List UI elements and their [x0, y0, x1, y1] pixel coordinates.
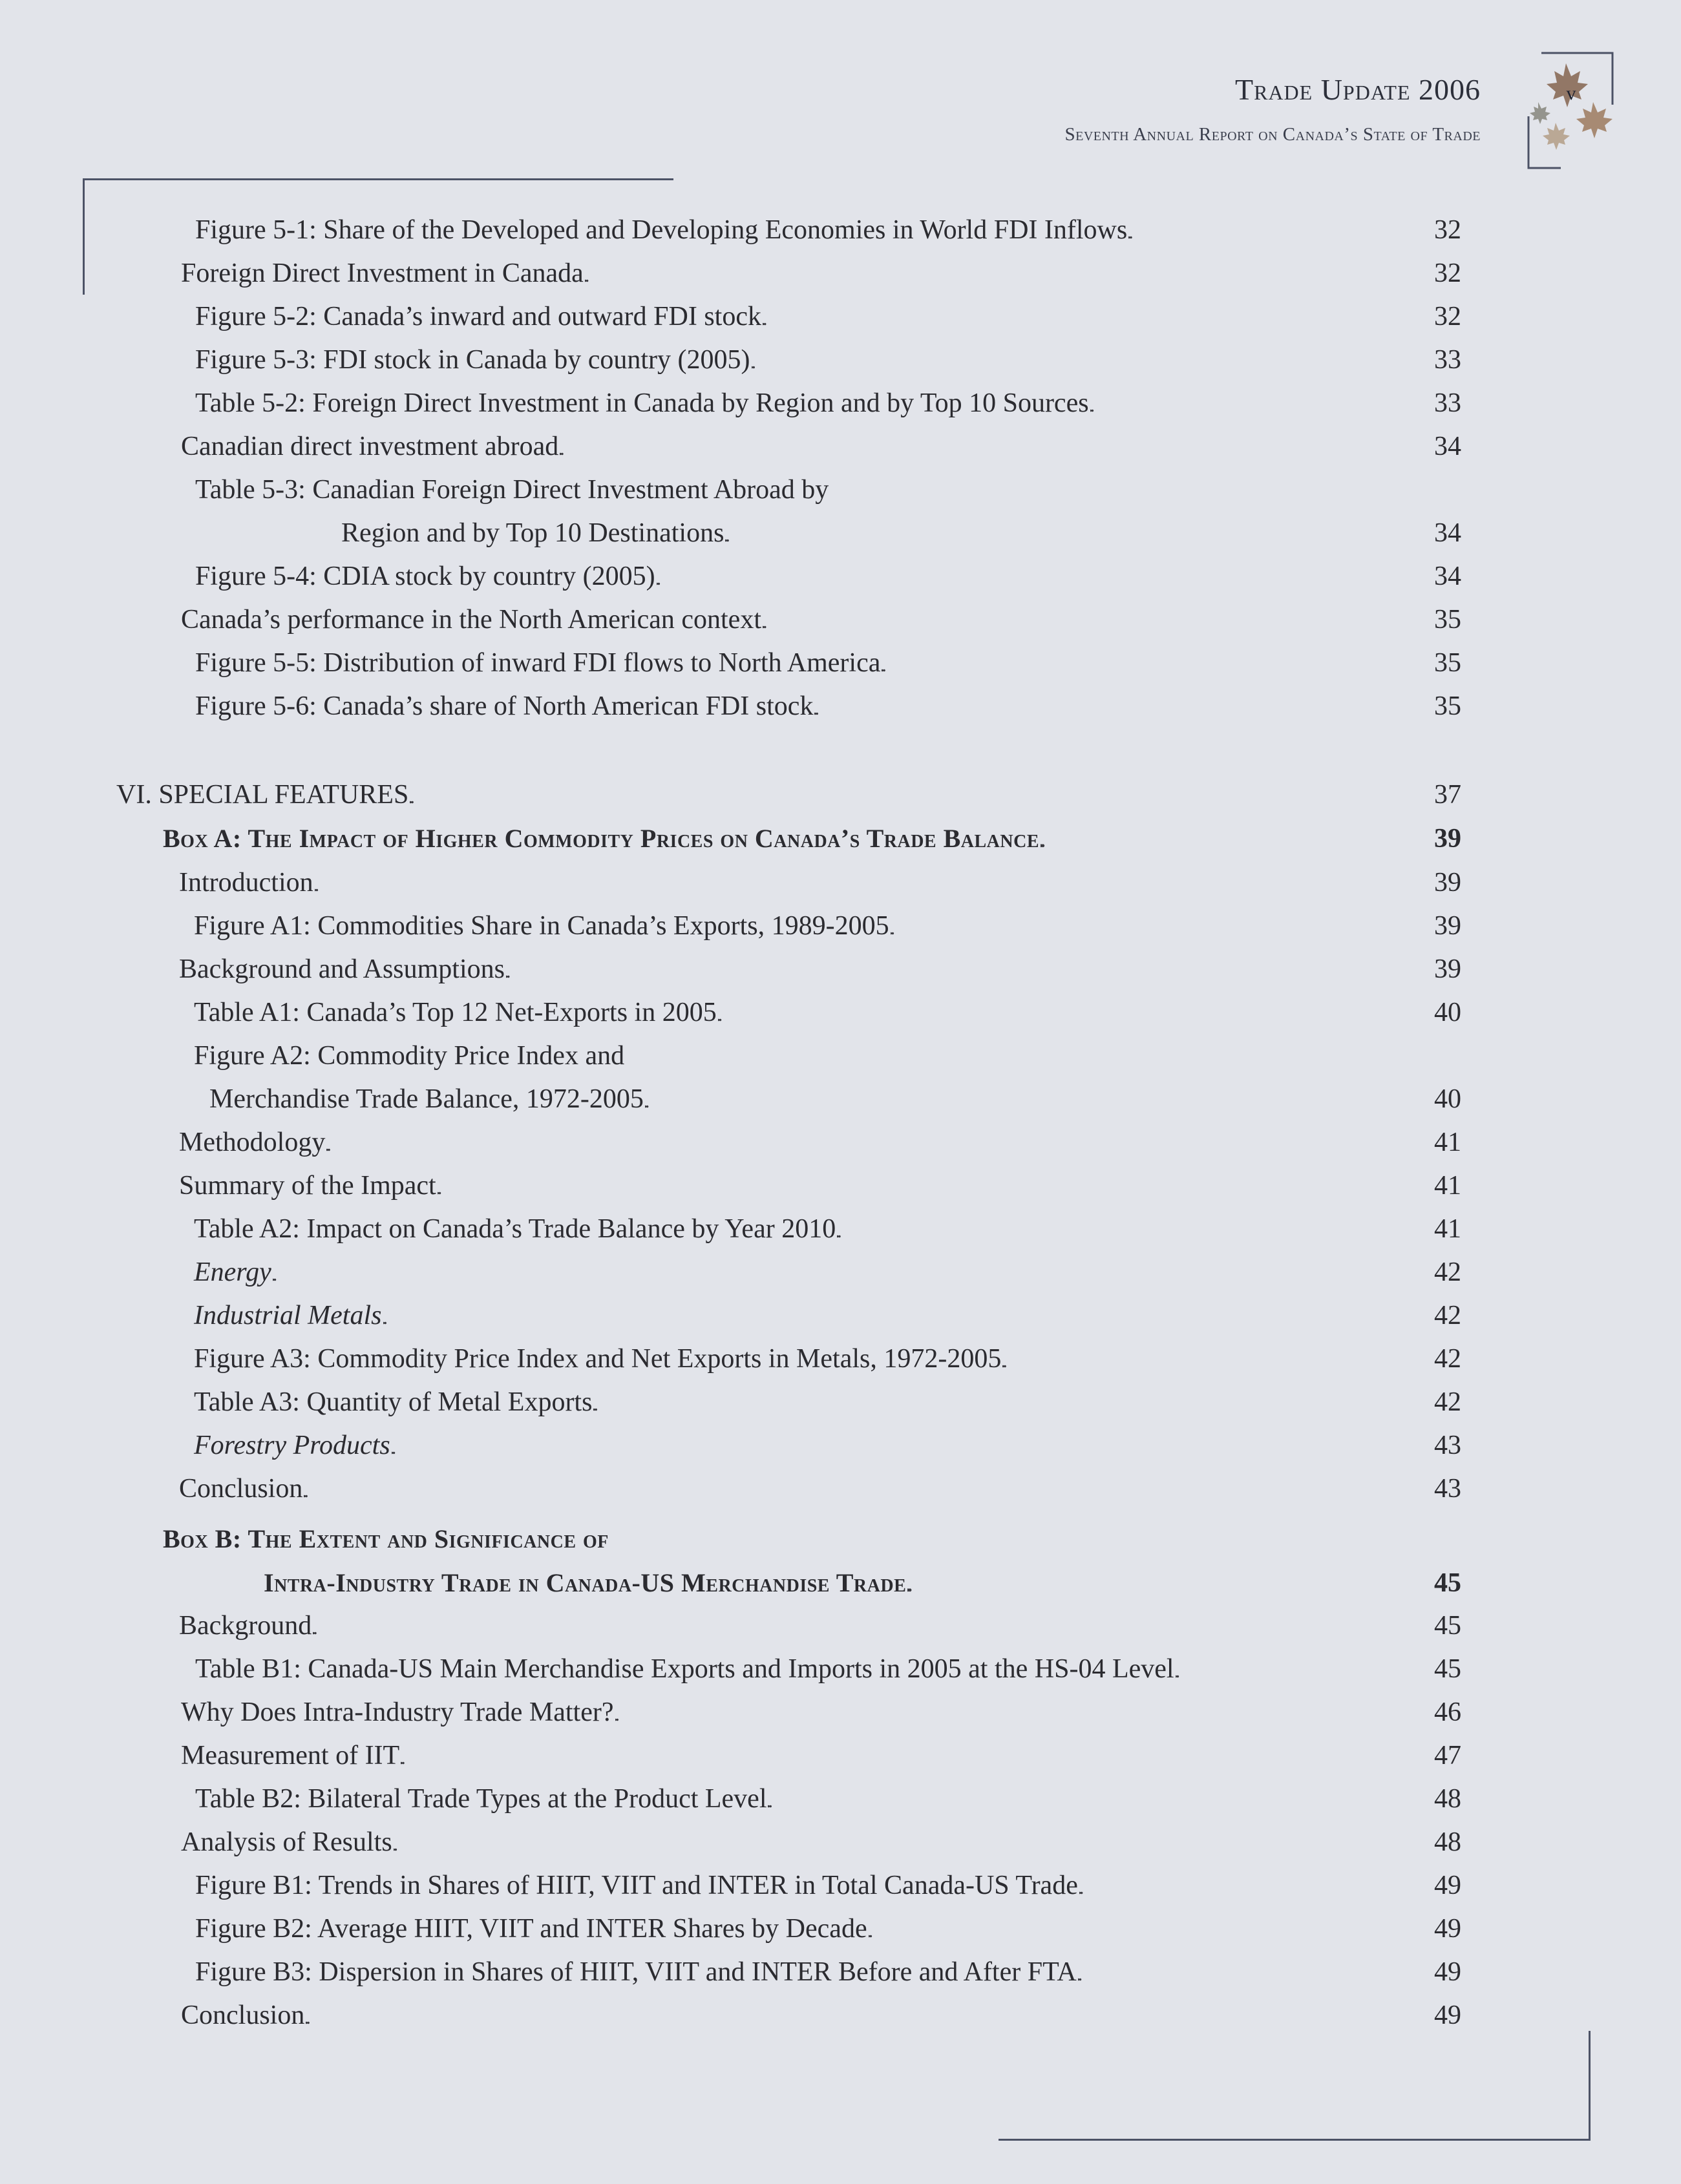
running-header-title: Trade Update 2006	[1235, 73, 1481, 106]
toc-entry[interactable]: Table A1: Canada’s Top 12 Net-Exports in 2005 . . . 40	[194, 993, 1461, 1032]
toc-entry[interactable]: Canadian direct investment abroad . . . 34	[181, 427, 1461, 466]
toc-entry[interactable]: Figure 5-1: Share of the Developed and Developing Economies in World FDI Inflows . . . 32	[195, 211, 1461, 249]
running-header-subtitle: Seventh Annual Report on Canada’s State of Trade	[1064, 124, 1481, 145]
page-number: v	[1566, 83, 1576, 104]
toc-entry-first-line[interactable]: Figure A2: Commodity Price Index and	[194, 1041, 625, 1071]
toc-entry[interactable]: Table B1: Canada-US Main Merchandise Exports and Imports in 2005 at the HS-04 Level . . . 45	[195, 1650, 1461, 1688]
toc-entry[interactable]: Canada’s performance in the North American context . . . 35	[181, 600, 1461, 639]
toc-entry[interactable]: Figure 5-6: Canada’s share of North American FDI stock . . . 35	[195, 687, 1461, 726]
toc-entry[interactable]: Methodology . . . 41	[179, 1123, 1461, 1162]
toc-entry[interactable]: Table A2: Impact on Canada’s Trade Balance by Year 2010 . . . 41	[194, 1210, 1461, 1248]
toc-entry[interactable]: Background . . . 45	[179, 1606, 1461, 1645]
toc-entry[interactable]: Figure 5-5: Distribution of inward FDI flows to North America . . . 35	[195, 644, 1461, 682]
toc-box-heading-first-line[interactable]: Box B: The Extent and Significance of	[163, 1524, 609, 1553]
toc-entry[interactable]: Figure 5-4: CDIA stock by country (2005) . . . 34	[195, 557, 1461, 596]
toc-entry[interactable]: Figure 5-2: Canada’s inward and outward FDI stock . . . 32	[195, 297, 1461, 336]
toc-entry[interactable]: Table 5-2: Foreign Direct Investment in Canada by Region and by Top 10 Sources . . . 33	[195, 384, 1461, 423]
toc-entry[interactable]: Energy . . . 42	[194, 1253, 1461, 1292]
toc-entry[interactable]: Summary of the Impact . . . 41	[179, 1166, 1461, 1205]
toc-section-heading[interactable]: VI. SPECIAL FEATURES . . . 37	[116, 775, 1461, 814]
toc-entry[interactable]: Why Does Intra-Industry Trade Matter? . . . 46	[181, 1693, 1461, 1732]
toc-entry[interactable]: Merchandise Trade Balance, 1972-2005 . . . 40	[209, 1080, 1461, 1118]
toc-entry[interactable]: Figure 5-3: FDI stock in Canada by country (2005) . . . 33	[195, 341, 1461, 379]
toc-entry[interactable]: Figure A3: Commodity Price Index and Net Exports in Metals, 1972-2005 . . . 42	[194, 1339, 1461, 1378]
toc-entry[interactable]: Conclusion . . . 49	[181, 1996, 1461, 2035]
toc-entry[interactable]: Figure B1: Trends in Shares of HIIT, VIIT and INTER in Total Canada-US Trade . . . 49	[195, 1866, 1461, 1905]
toc-entry-first-line[interactable]: Table 5-3: Canadian Foreign Direct Investment Abroad by	[195, 475, 829, 505]
toc-entry[interactable]: Table B2: Bilateral Trade Types at the Product Level . . . 48	[195, 1780, 1461, 1818]
toc-entry[interactable]: Introduction . . . 39	[179, 863, 1461, 902]
toc-entry[interactable]: Figure A1: Commodities Share in Canada’s Exports, 1989-2005 . . . 39	[194, 907, 1461, 945]
toc-entry[interactable]: Industrial Metals . . . 42	[194, 1296, 1461, 1335]
toc-box-heading[interactable]: Box A: The Impact of Higher Commodity Prices on Canada’s Trade Balance . . . 39	[163, 819, 1461, 858]
toc-entry[interactable]: Forestry Products . . . 43	[194, 1426, 1461, 1465]
toc-entry[interactable]: Region and by Top 10 Destinations . . . 34	[341, 514, 1461, 552]
toc-box-heading[interactable]: Intra-Industry Trade in Canada-US Merchandise Trade . . . 45	[264, 1564, 1461, 1602]
toc-entry[interactable]: Conclusion . . . 43	[179, 1469, 1461, 1508]
toc-entry[interactable]: Measurement of IIT . . . 47	[181, 1736, 1461, 1775]
toc-entry[interactable]: Figure B3: Dispersion in Shares of HIIT, VIIT and INTER Before and After FTA . . . 49	[195, 1953, 1461, 1991]
toc-entry[interactable]: Table A3: Quantity of Metal Exports . . . 42	[194, 1383, 1461, 1422]
toc-entry[interactable]: Background and Assumptions . . . 39	[179, 950, 1461, 989]
toc-entry[interactable]: Figure B2: Average HIIT, VIIT and INTER Shares by Decade . . . 49	[195, 1909, 1461, 1948]
toc-entry[interactable]: Foreign Direct Investment in Canada . . . 32	[181, 254, 1461, 293]
toc-entry[interactable]: Analysis of Results . . . 48	[181, 1823, 1461, 1862]
